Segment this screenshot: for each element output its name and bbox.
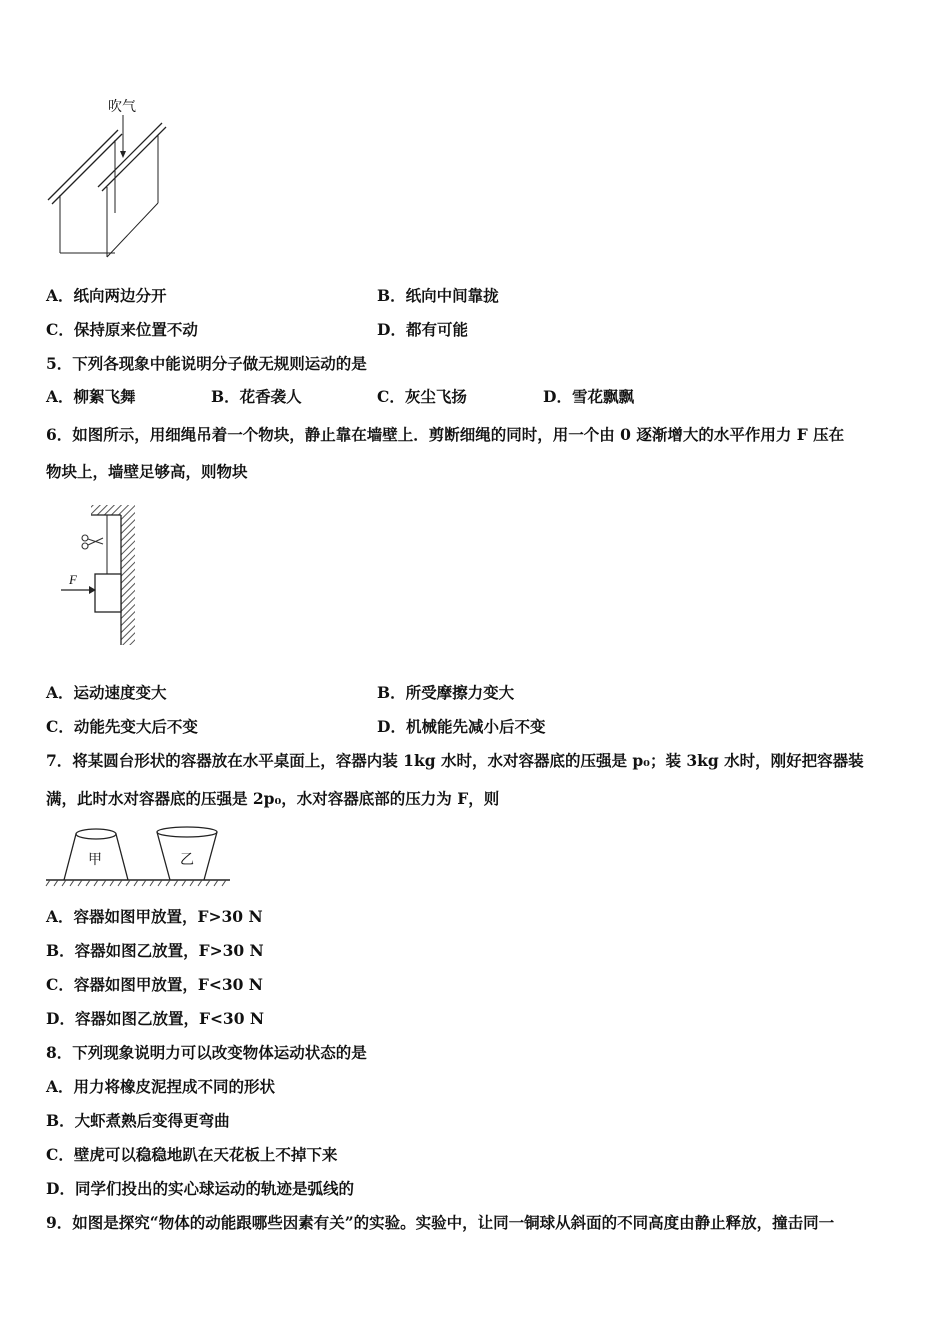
q4-option-a[interactable]: A．纸向两边分开 bbox=[46, 286, 167, 305]
q6-option-c[interactable]: C．动能先变大后不变 bbox=[46, 717, 198, 736]
q8-option-c[interactable]: C．壁虎可以稳稳地趴在天花板上不掉下来 bbox=[46, 1145, 338, 1164]
q6-stem-line2: 物块上，墙壁足够高，则物块 bbox=[46, 462, 248, 481]
q8-option-b[interactable]: B．大虾煮熟后变得更弯曲 bbox=[46, 1111, 230, 1130]
container-yi-label: 乙 bbox=[180, 852, 194, 868]
q7-option-a[interactable]: A．容器如图甲放置，F>30 N bbox=[46, 907, 263, 926]
q4-option-d[interactable]: D．都有可能 bbox=[377, 320, 468, 339]
q5-stem: 5．下列各现象中能说明分子做无规则运动的是 bbox=[46, 354, 367, 373]
q7-option-c[interactable]: C．容器如图甲放置，F<30 N bbox=[46, 975, 263, 994]
q4-option-c[interactable]: C．保持原来位置不动 bbox=[46, 320, 198, 339]
q6-option-a[interactable]: A．运动速度变大 bbox=[46, 683, 167, 702]
q8-option-d[interactable]: D．同学们投出的实心球运动的轨迹是弧线的 bbox=[46, 1179, 354, 1198]
q6-option-d[interactable]: D．机械能先减小后不变 bbox=[377, 717, 546, 736]
containers-figure bbox=[44, 822, 234, 890]
q6-option-b[interactable]: B．所受摩擦力变大 bbox=[377, 683, 515, 702]
q7-option-d[interactable]: D．容器如图乙放置，F<30 N bbox=[46, 1009, 265, 1028]
q8-option-a[interactable]: A．用力将橡皮泥捏成不同的形状 bbox=[46, 1077, 276, 1096]
q5-option-a[interactable]: A．柳絮飞舞 bbox=[46, 387, 136, 406]
block-wall-figure bbox=[55, 500, 145, 650]
paper-blowing-figure bbox=[40, 95, 180, 265]
q7-option-b[interactable]: B．容器如图乙放置，F>30 N bbox=[46, 941, 264, 960]
q7-stem-line1: 7．将某圆台形状的容器放在水平桌面上，容器内装 1kg 水时，水对容器底的压强是 p₀；装 3kg 水时，刚好把容器装 bbox=[46, 751, 864, 770]
q5-option-c[interactable]: C．灰尘飞扬 bbox=[377, 387, 467, 406]
q9-stem-line1: 9．如图是探究“物体的动能跟哪些因素有关”的实验。实验中，让同一铜球从斜面的不同高度由静止释放，撞击同一 bbox=[46, 1213, 835, 1232]
q5-option-d[interactable]: D．雪花飘飘 bbox=[543, 387, 634, 406]
container-jia-label: 甲 bbox=[88, 852, 102, 868]
force-label: F bbox=[69, 572, 77, 587]
q5-option-b[interactable]: B．花香袭人 bbox=[211, 387, 302, 406]
q8-stem: 8．下列现象说明力可以改变物体运动状态的是 bbox=[46, 1043, 367, 1062]
q6-stem-line1: 6．如图所示，用细绳吊着一个物块，静止靠在墙壁上．剪断细绳的同时，用一个由 0 逐渐增大的水平作用力 F 压在 bbox=[46, 425, 845, 444]
blow-label: 吹气 bbox=[108, 99, 136, 115]
q7-stem-line2: 满，此时水对容器底的压强是 2p₀，水对容器底部的压力为 F，则 bbox=[46, 789, 500, 808]
q4-option-b[interactable]: B．纸向中间靠拢 bbox=[377, 286, 499, 305]
